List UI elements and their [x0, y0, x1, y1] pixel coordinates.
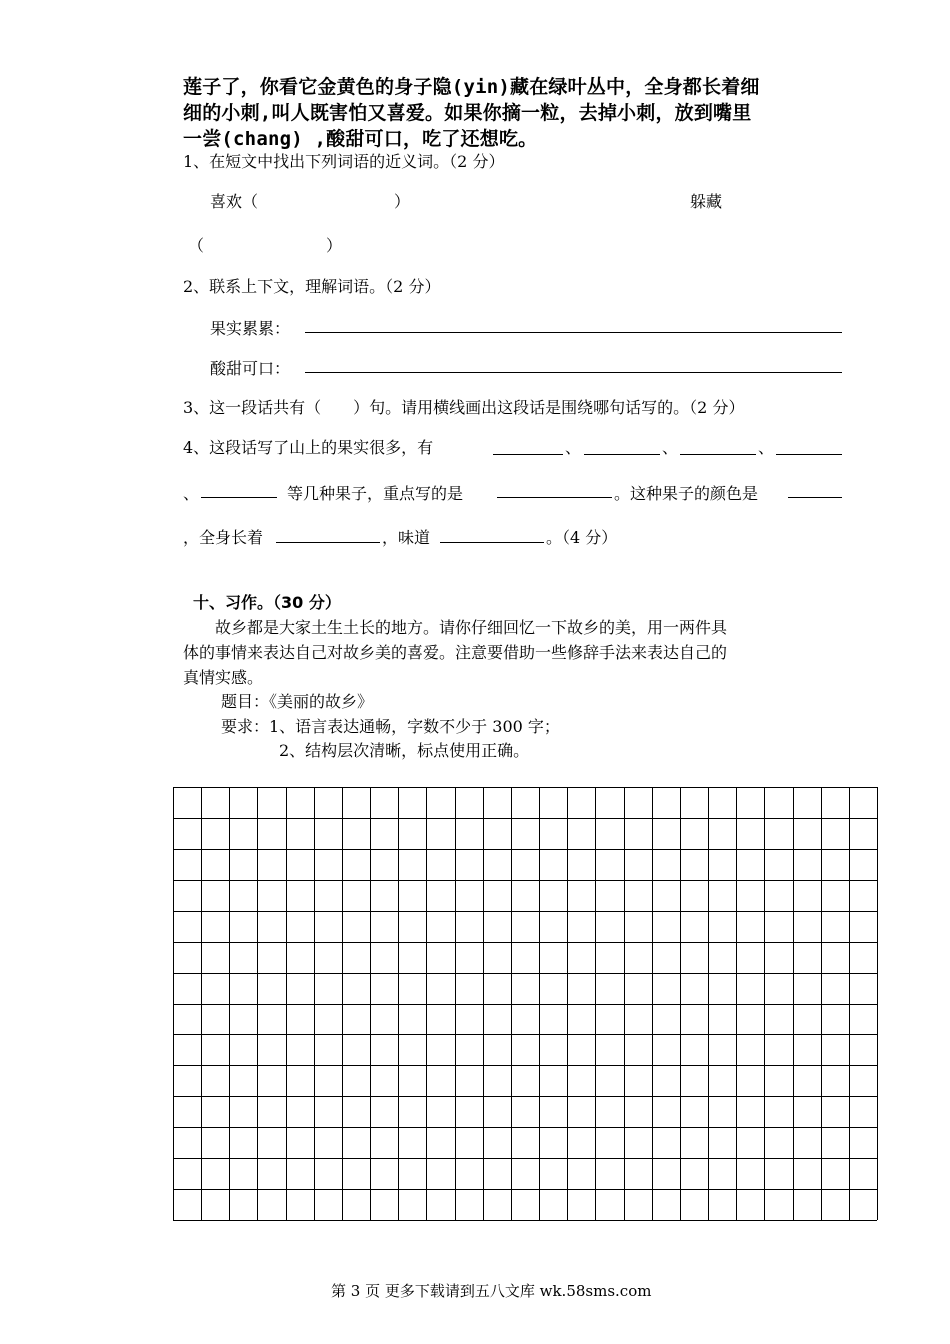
- passage-line-3: 一尝(chang) ,酸甜可口，吃了还想吃。: [183, 128, 538, 150]
- passage-line-1: 莲子了，你看它金黄色的身子隐(yin)藏在绿叶丛中，全身都长着细: [183, 76, 760, 98]
- writing-grid[interactable]: [172, 786, 878, 1221]
- blank-fruit-3[interactable]: [680, 454, 756, 455]
- essay-requirement-2: 2、结构层次清晰，标点使用正确。: [279, 741, 530, 760]
- passage-line-2: 细的小刺,叫人既害怕又喜爱。如果你摘一粒，去掉小刺，放到嘴里: [183, 102, 752, 124]
- question-1-word-1-close: ）: [394, 192, 411, 211]
- blank-thorns[interactable]: [276, 542, 380, 543]
- section-10-para-line-1: 故乡都是大家土生土长的地方。请你仔细回忆一下故乡的美，用一两件具: [215, 618, 728, 637]
- question-1-paren-open: （: [188, 236, 205, 255]
- essay-topic: 题目：《美丽的故乡》: [221, 692, 374, 711]
- section-10-para-line-3: 真情实感。: [183, 668, 264, 687]
- question-2-prompt: 2、联系上下文，理解词语。（2 分）: [183, 277, 441, 296]
- question-1-paren-close: ）: [326, 236, 343, 255]
- question-4-color-label: 。这种果子的颜色是: [614, 484, 759, 503]
- question-1-word-1: 喜欢（: [210, 192, 259, 211]
- blank-taste[interactable]: [440, 542, 544, 543]
- section-10-title: 十、习作。（30 分）: [193, 593, 341, 612]
- blank-focus-fruit[interactable]: [497, 497, 612, 498]
- question-4-prompt: 4、这段话写了山上的果实很多，有: [183, 438, 434, 457]
- question-1-word-2: 躲藏: [690, 192, 723, 211]
- essay-requirement-1: 要求：1、语言表达通畅，字数不少于 300 字；: [221, 717, 560, 736]
- separator: 、: [565, 438, 582, 457]
- section-10-para-line-2: 体的事情来表达自己对故乡美的喜爱。注意要借助一些修辞手法来表达自己的: [183, 643, 728, 662]
- question-4-thorns-label: ，全身长着: [183, 528, 264, 547]
- blank-fruit-5[interactable]: [201, 497, 277, 498]
- answer-line-term-2[interactable]: [305, 372, 842, 373]
- blank-color[interactable]: [788, 497, 842, 498]
- question-4-taste-label: ，味道: [382, 528, 431, 547]
- blank-fruit-2[interactable]: [584, 454, 660, 455]
- question-4-mid: 等几种果子，重点写的是: [287, 484, 464, 503]
- question-2-term-2: 酸甜可口：: [210, 359, 291, 378]
- blank-fruit-1[interactable]: [493, 454, 563, 455]
- question-3-prompt: 3、这一段话共有（ ）句。请用横线画出这段话是围绕哪句话写的。（2 分）: [183, 398, 745, 417]
- answer-line-term-1[interactable]: [305, 332, 842, 333]
- blank-fruit-4[interactable]: [776, 454, 842, 455]
- separator: 、: [662, 438, 679, 457]
- separator: 、: [758, 438, 775, 457]
- question-1-prompt: 1、在短文中找出下列词语的近义词。（2 分）: [183, 152, 505, 171]
- question-4-score: 。（4 分）: [546, 528, 618, 547]
- separator: 、: [183, 484, 200, 503]
- question-2-term-1: 果实累累：: [210, 319, 291, 338]
- page-footer: 第 3 页 更多下载请到五八文库 wk.58sms.com: [331, 1282, 652, 1300]
